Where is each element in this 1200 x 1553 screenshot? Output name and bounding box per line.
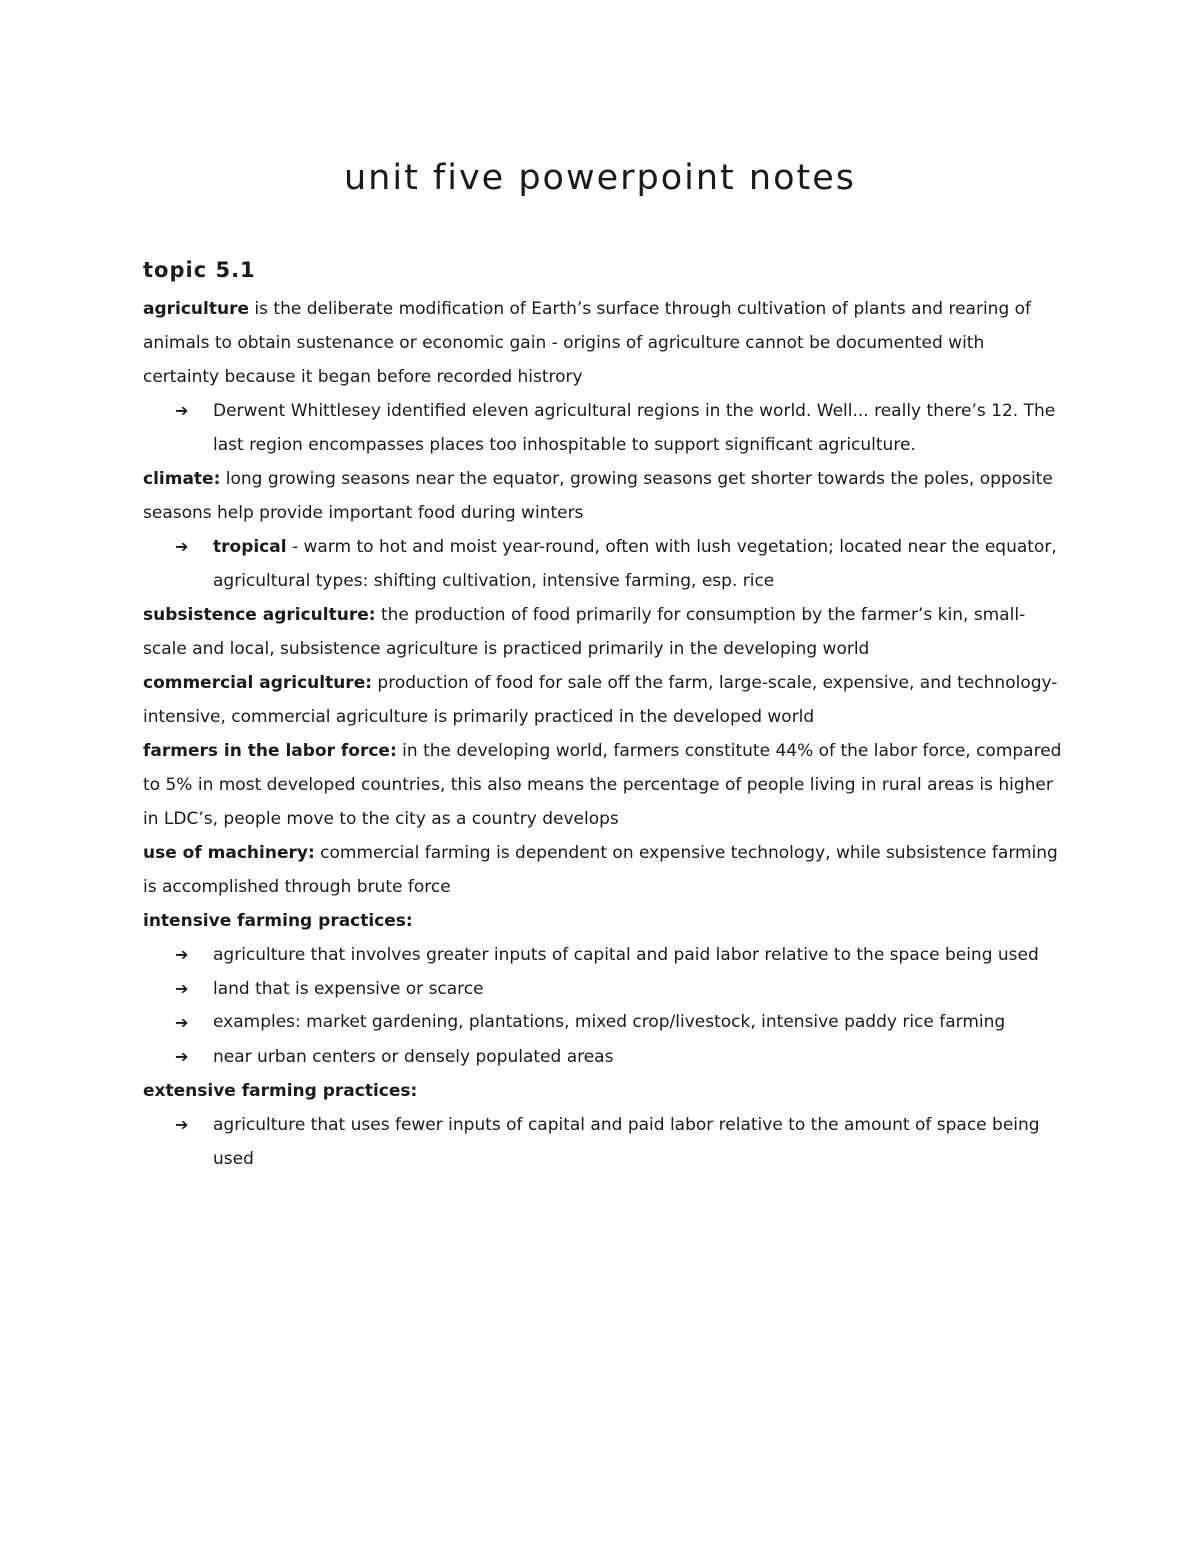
notes-body — [143, 250, 1063, 1176]
term-extensive: extensive farming practices: — [143, 1081, 418, 1101]
arrow-right-icon: ➔ — [175, 537, 189, 556]
list-item: ➔ land that is expensive or scarce — [213, 972, 1063, 1006]
commercial-paragraph: commercial agriculture: production of food for sale off the farm, large-scale, expensive, and technology-intensive, commercial agriculture is primarily practiced in the developed world — [143, 673, 1058, 727]
climate-paragraph — [143, 462, 1063, 530]
topic-heading: topic 5.1 — [143, 258, 256, 282]
machinery-paragraph: use of machinery: commercial farming is dependent on expensive technology, while subsistence farming is accomplished through brute force — [143, 843, 1058, 897]
arrow-right-icon: ➔ — [175, 1013, 189, 1032]
agriculture-bullets — [143, 394, 1063, 462]
intensive-bullets — [143, 938, 1063, 1074]
arrow-right-icon: ➔ — [175, 979, 189, 998]
climate-text: long growing seasons near the equator, growing seasons get shorter towards the poles, opposite seasons help provide important food during winters — [143, 469, 1053, 523]
term-commercial: commercial agriculture: — [143, 673, 373, 693]
list-item: ➔ agriculture that uses fewer inputs of capital and paid labor relative to the amount of space being used — [213, 1108, 1063, 1176]
agriculture-paragraph — [143, 292, 1063, 394]
agriculture-text: is the deliberate modification of Earth’s surface through cultivation of plants and rearing of animals to obtain sustenance or economic gain - origins of agriculture cannot be documented with certainty because it began before recorded histrory — [143, 299, 1032, 387]
subsistence-paragraph: subsistence agriculture: the production of food primarily for consumption by the farmer’s kin, small-scale and local, subsistence agriculture is practiced primarily in the developing world — [143, 605, 1026, 659]
term-tropical: tropical — [213, 537, 287, 557]
list-item: ➔ agriculture that involves greater inputs of capital and paid labor relative to the space being used — [213, 938, 1063, 972]
list-item: ➔ near urban centers or densely populated areas — [213, 1040, 1063, 1074]
term-agriculture: agriculture — [143, 299, 250, 319]
page-title: unit five powerpoint notes — [343, 158, 856, 198]
climate-bullets — [143, 530, 1063, 598]
term-intensive: intensive farming practices: — [143, 911, 413, 931]
arrow-right-icon: ➔ — [175, 1047, 189, 1066]
intensive-heading — [143, 904, 1063, 938]
list-item: ➔ Derwent Whittlesey identified eleven agricultural regions in the world. Well... really there’s 12. The last region encompasses places too inhospitable to support significant agriculture. — [213, 394, 1063, 462]
extensive-heading — [143, 1074, 1063, 1108]
arrow-right-icon: ➔ — [175, 1115, 189, 1134]
term-machinery: use of machinery: — [143, 843, 315, 863]
term-subsistence: subsistence agriculture: — [143, 605, 376, 625]
term-farmers: farmers in the labor force: — [143, 741, 397, 761]
list-item: ➔ examples: market gardening, plantations, mixed crop/livestock, intensive paddy rice farming — [213, 1006, 1063, 1040]
arrow-right-icon: ➔ — [175, 945, 189, 964]
farmers-paragraph: farmers in the labor force: in the developing world, farmers constitute 44% of the labor force, compared to 5% in most developed countries, this also means the percentage of people living in rural areas is higher in LDC’s, people move to the city as a country develops — [143, 741, 1062, 829]
extensive-bullets — [143, 1108, 1063, 1176]
arrow-right-icon: ➔ — [175, 401, 189, 420]
list-item: ➔ tropical - warm to hot and moist year-round, often with lush vegetation; located near the equator, agricultural types: shifting cultivation, intensive farming, esp. rice — [213, 530, 1063, 598]
term-climate: climate: — [143, 469, 221, 489]
